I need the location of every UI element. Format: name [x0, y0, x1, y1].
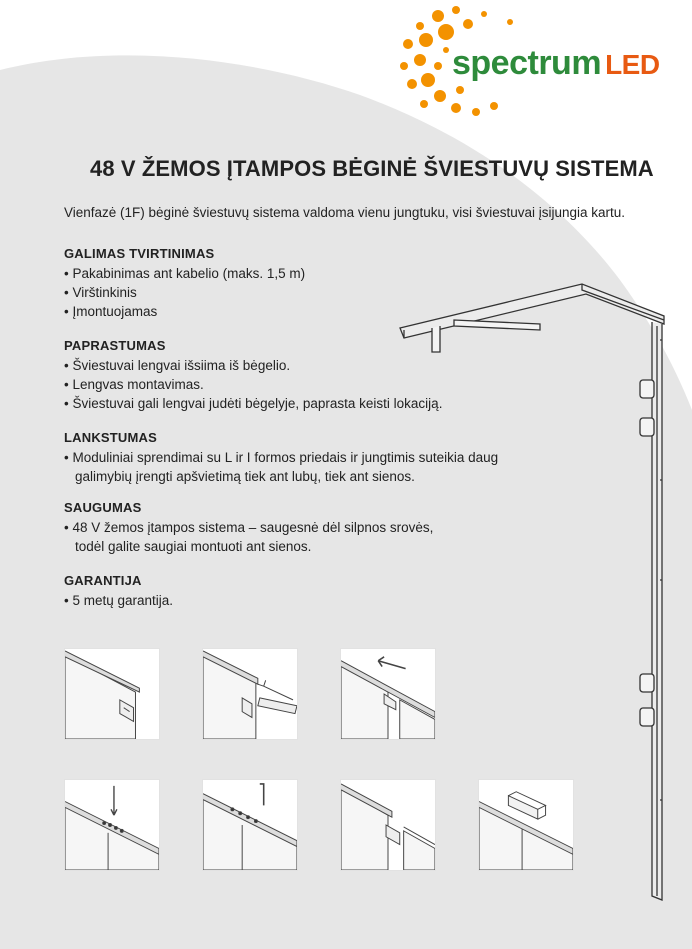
section-mounting — [64, 244, 305, 321]
list-item: • Lengvas montavimas. — [64, 375, 442, 394]
list-item: • Pakabinimas ant kabelio (maks. 1,5 m) — [64, 264, 305, 283]
section-heading: PAPRASTUMAS — [64, 338, 166, 353]
step-thumbnail-7 — [478, 779, 574, 871]
section-heading: GARANTIJA — [64, 573, 142, 588]
logo-wordmark — [452, 44, 660, 83]
step-thumbnail-1 — [64, 648, 160, 740]
section-heading: GALIMAS TVIRTINIMAS — [64, 246, 215, 261]
step-thumbnail-5 — [202, 779, 298, 871]
intro-text: Vienfazė (1F) bėginė šviestuvų sistema valdoma vienu jungtuku, visi šviestuvai įsijungia kartu. — [64, 205, 626, 220]
step-thumbnail-2 — [202, 648, 298, 740]
logo-brand-name: spectrum — [452, 44, 602, 82]
page-title: 48 V ŽEMOS ĮTAMPOS BĖGINĖ ŠVIESTUVŲ SISTEMA — [90, 156, 654, 181]
list-item: • Šviestuvai gali lengvai judėti bėgelyje, paprasta keisti lokaciją. — [64, 394, 442, 413]
step-thumbnail-4 — [64, 779, 160, 871]
list-item: • Virštinkinis — [64, 283, 305, 302]
step-thumbnail-3 — [340, 648, 436, 740]
list-item: • 48 V žemos įtampos sistema – saugesnė dėl silpnos srovės, todėl galite saugiai montuoti ant sienos. — [64, 518, 464, 556]
section-heading: SAUGUMAS — [64, 500, 142, 515]
section-simplicity — [64, 336, 442, 413]
section-warranty — [64, 571, 173, 610]
list-item: • Moduliniai sprendimai su L ir I formos priedais ir jungtimis suteikia daug galimybių įrengti apšvietimą tiek ant lubų, tiek ant sienos. — [64, 448, 544, 486]
list-item: • Įmontuojamas — [64, 302, 305, 321]
logo-led-suffix: LED — [605, 49, 660, 80]
section-heading: LANKSTUMAS — [64, 430, 157, 445]
list-item: • 5 metų garantija. — [64, 591, 173, 610]
step-thumbnail-6 — [340, 779, 436, 871]
list-item: • Šviestuvai lengvai išsiima iš bėgelio. — [64, 356, 442, 375]
